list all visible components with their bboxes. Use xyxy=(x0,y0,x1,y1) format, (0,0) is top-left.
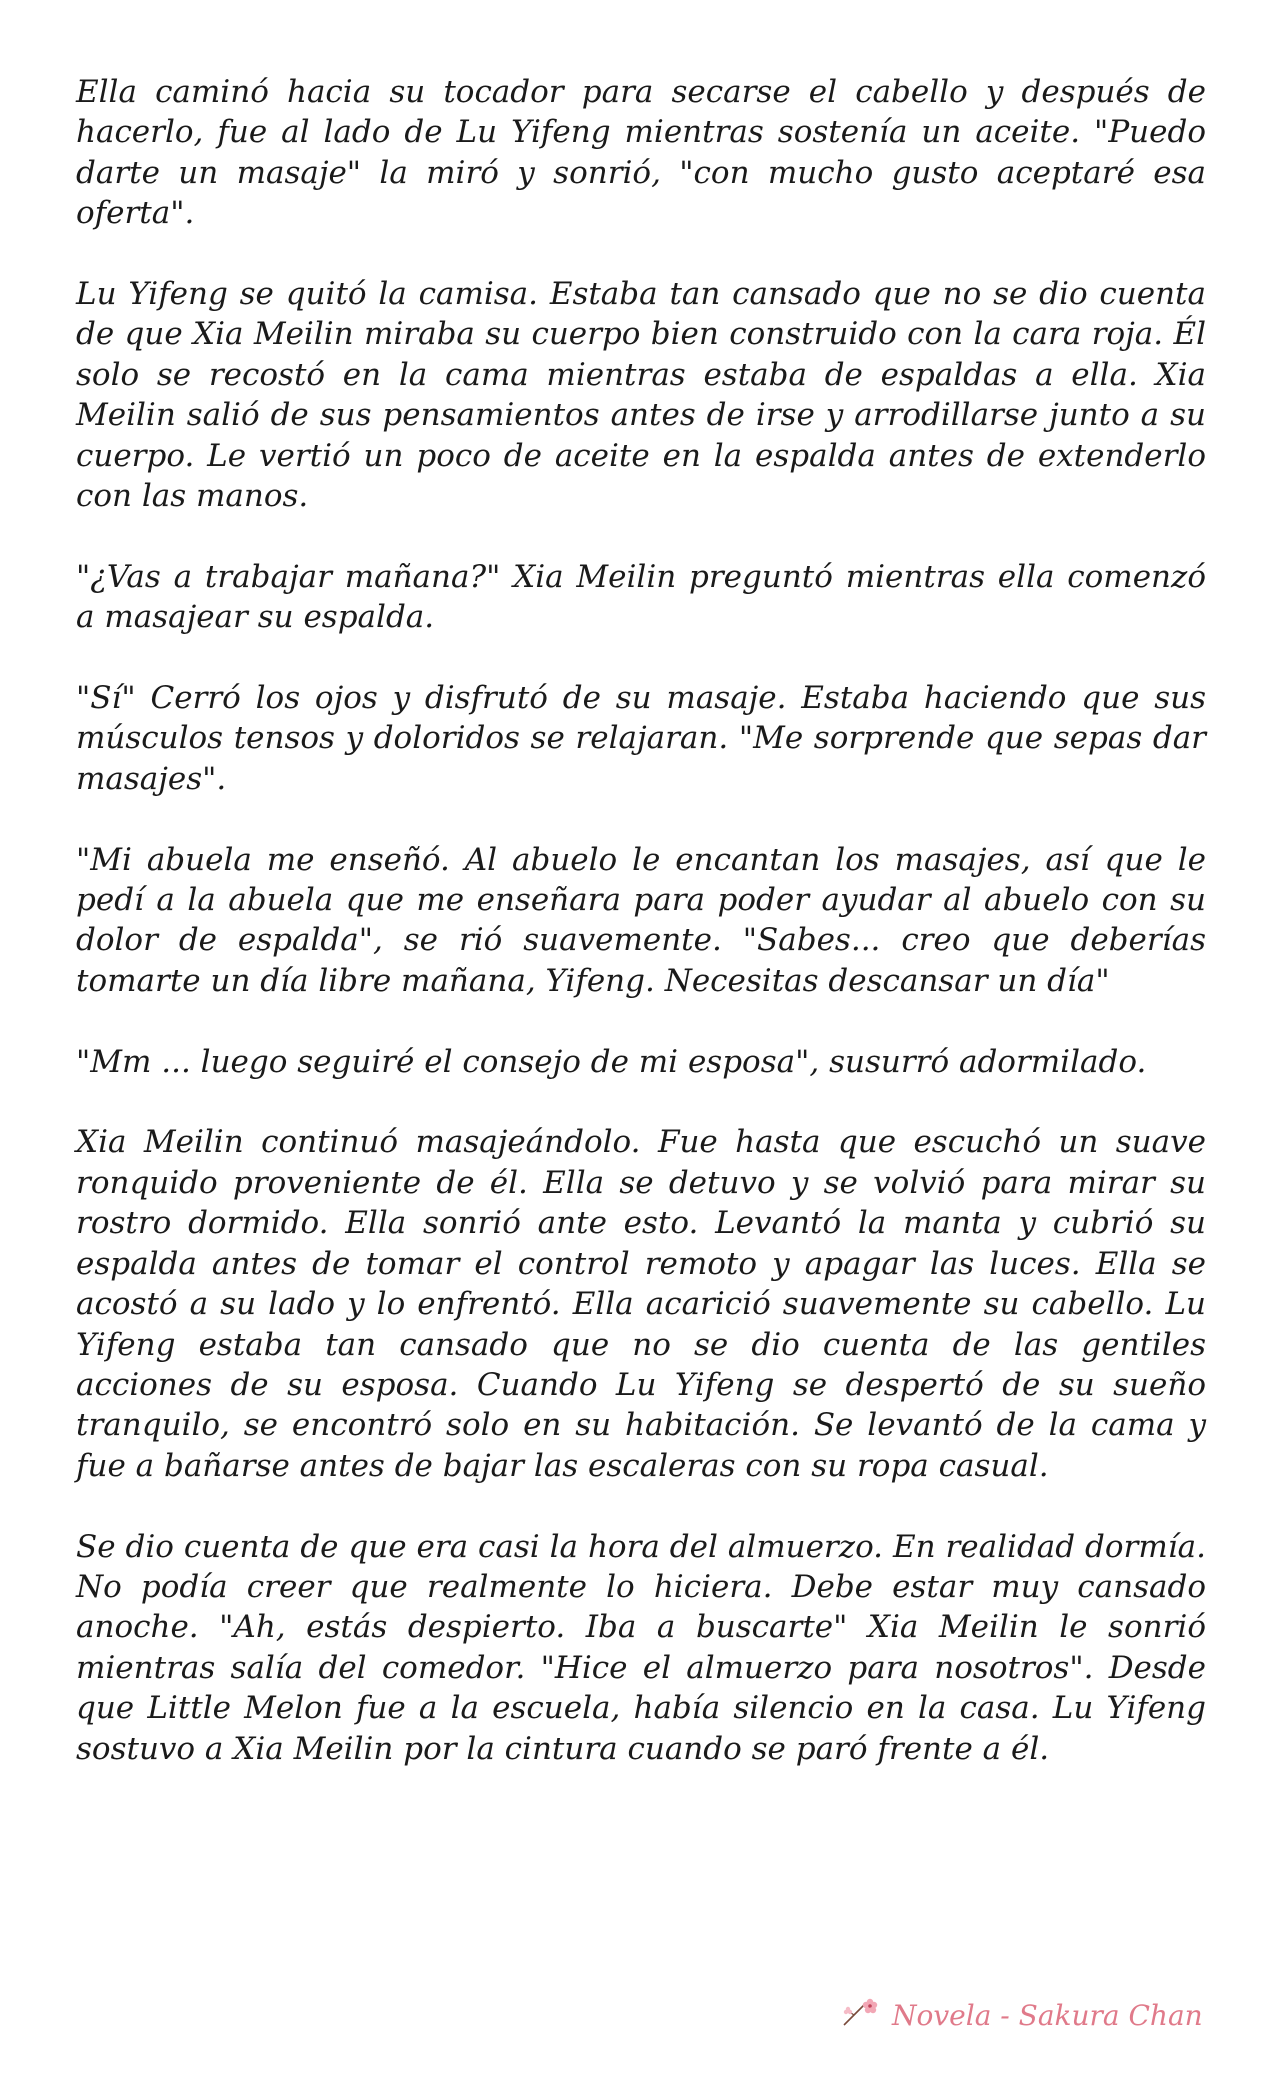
watermark xyxy=(840,1995,1203,2036)
paragraph-8: Se dio cuenta de que era casi la hora del almuerzo. En realidad dormía. No podía creer que realmente lo hiciera. Debe estar muy cansado anoche. "Ah, estás despierto. Iba a buscarte" Xia Meilin le sonrió mientras salía del comedor. "Hice el almuerzo para nosotros". Desde que Little Melon fue a la escuela, había silencio en la casa. Lu Yifeng sostuvo a Xia Meilin por la cintura cuando se paró frente a él. xyxy=(76,1528,1206,1767)
paragraph-5: "Mi abuela me enseñó. Al abuelo le encantan los masajes, así que le pedí a la abuela que me enseñara para poder ayudar al abuelo con su dolor de espalda", se rió suavemente. "Sabes... creo que deberías tomarte un día libre mañana, Yifeng. Necesitas descansar un día" xyxy=(76,841,1206,999)
paragraph-1: Ella caminó hacia su tocador para secarse el cabello y después de hacerlo, fue al lado de Lu Yifeng mientras sostenía un aceite. "Puedo darte un masaje" la miró y sonrió, "con mucho gusto aceptaré esa oferta". xyxy=(76,74,1206,232)
paragraph-2: Lu Yifeng se quitó la camisa. Estaba tan cansado que no se dio cuenta de que Xia Meilin miraba su cuerpo bien construido con la cara roja. Él solo se recostó en la cama mientras estaba de espaldas a ella. Xia Meilin salió de sus pensamientos antes de irse y arrodillarse junto a su cuerpo. Le vertió un poco de aceite en la espalda antes de extenderlo con las manos. xyxy=(76,276,1206,515)
paragraph-6: "Mm ... luego seguiré el consejo de mi esposa", susurró adormilado. xyxy=(76,1043,1147,1080)
sakura-flower-icon xyxy=(840,1995,882,2036)
paragraph-3: "¿Vas a trabajar mañana?" Xia Meilin preguntó mientras ella comenzó a masajear su espalda. xyxy=(76,558,1206,636)
paragraph-4: "Sí" Cerró los ojos y disfrutó de su masaje. Estaba haciendo que sus músculos tensos y doloridos se relajaran. "Me sorprende que sepas dar masajes". xyxy=(76,680,1206,797)
document-body xyxy=(76,72,1206,1809)
paragraph-7: Xia Meilin continuó masajeándolo. Fue hasta que escuchó un suave ronquido proveniente de él. Ella se detuvo y se volvió para mirar su rostro dormido. Ella sonrió ante esto. Levantó la manta y cubrió su espalda antes de tomar el control remoto y apagar las luces. Ella se acostó a su lado y lo enfrentó. Ella acarició suavemente su cabello. Lu Yifeng estaba tan cansado que no se dio cuenta de las gentiles acciones de su esposa. Cuando Lu Yifeng se despertó de su sueño tranquilo, se encontró solo en su habitación. Se levantó de la cama y fue a bañarse antes de bajar las escaleras con su ropa casual. xyxy=(76,1124,1206,1484)
watermark-text: Novela - Sakura Chan xyxy=(892,1999,1203,2032)
